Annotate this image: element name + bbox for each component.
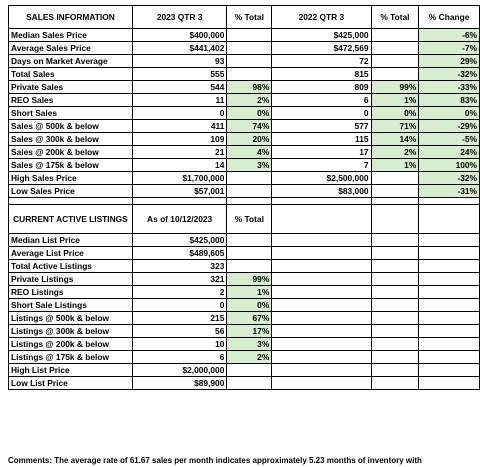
- separator-cell: [9, 198, 133, 205]
- sales-row-value: 115: [272, 133, 371, 146]
- sales-row-value: [227, 29, 272, 42]
- empty-cell: [371, 351, 419, 364]
- sales-row-value: 411: [132, 120, 226, 133]
- listings-row-value: 56: [132, 325, 226, 338]
- sales-row-value: [371, 68, 419, 81]
- sales-row-value: 11: [132, 94, 226, 107]
- sales-row-value: 0%: [371, 107, 419, 120]
- sales-row: [9, 146, 480, 159]
- listings-row: [9, 312, 480, 325]
- empty-cell: [371, 247, 419, 260]
- listings-header-cell: As of 10/12/2023: [132, 205, 226, 234]
- empty-cell: [272, 325, 371, 338]
- listings-row-value: 3%: [227, 338, 272, 351]
- sales-row: [9, 185, 480, 198]
- empty-cell: [272, 364, 371, 377]
- listings-row-value: 99%: [227, 273, 272, 286]
- listings-row: [9, 325, 480, 338]
- listings-row: [9, 299, 480, 312]
- sales-row-value: 1%: [371, 159, 419, 172]
- sales-row-value: $400,000: [132, 29, 226, 42]
- empty-cell: [272, 351, 371, 364]
- sales-row-value: [371, 29, 419, 42]
- listings-row: [9, 338, 480, 351]
- sales-row-value: -33%: [419, 81, 480, 94]
- sales-row-value: -29%: [419, 120, 480, 133]
- sales-row-value: [371, 55, 419, 68]
- empty-cell: [419, 286, 480, 299]
- sales-header-cell: 2023 QTR 3: [132, 6, 226, 29]
- sales-row-value: 0: [272, 107, 371, 120]
- sales-row-value: 2%: [371, 146, 419, 159]
- listings-row: [9, 260, 480, 273]
- sales-header-cell: 2022 QTR 3: [272, 6, 371, 29]
- sales-row-value: 29%: [419, 55, 480, 68]
- sales-row: [9, 81, 480, 94]
- empty-cell: [419, 247, 480, 260]
- sales-row-label: Sales @ 500k & below: [9, 120, 133, 133]
- listings-row-value: 323: [132, 260, 226, 273]
- sales-row-value: 1%: [371, 94, 419, 107]
- sales-row-value: 6: [272, 94, 371, 107]
- empty-cell: [272, 299, 371, 312]
- listings-row-label: Listings @ 175k & below: [9, 351, 133, 364]
- sales-row-value: 3%: [227, 159, 272, 172]
- listings-row-value: 2%: [227, 351, 272, 364]
- empty-cell: [272, 247, 371, 260]
- empty-cell: [371, 205, 419, 234]
- comments-text: Comments: The average rate of 61.67 sales per month indicates approximately 5.23 months of inventory with: [8, 456, 422, 465]
- empty-cell: [419, 205, 480, 234]
- sales-row-value: 2%: [227, 94, 272, 107]
- empty-cell: [419, 273, 480, 286]
- sales-row-value: $1,700,000: [132, 172, 226, 185]
- empty-cell: [272, 286, 371, 299]
- listings-row-value: $89,900: [132, 377, 226, 390]
- empty-cell: [419, 325, 480, 338]
- listings-row: [9, 247, 480, 260]
- sales-row: [9, 55, 480, 68]
- empty-cell: [371, 338, 419, 351]
- sales-row-value: -32%: [419, 172, 480, 185]
- sales-row-label: Days on Market Average: [9, 55, 133, 68]
- empty-cell: [371, 260, 419, 273]
- sales-row-value: 577: [272, 120, 371, 133]
- sales-row-value: $83,000: [272, 185, 371, 198]
- sales-row-value: [227, 185, 272, 198]
- listings-row-value: $2,000,000: [132, 364, 226, 377]
- empty-cell: [419, 364, 480, 377]
- listings-header-row: [9, 205, 480, 234]
- market-report-table: [8, 5, 480, 390]
- separator-cell: [272, 198, 371, 205]
- empty-cell: [419, 312, 480, 325]
- empty-cell: [419, 351, 480, 364]
- sales-row-label: Low Sales Price: [9, 185, 133, 198]
- listings-row-label: Low List Price: [9, 377, 133, 390]
- empty-cell: [371, 273, 419, 286]
- listings-row-value: [227, 364, 272, 377]
- listings-row-label: Listings @ 500k & below: [9, 312, 133, 325]
- listings-header-cell: % Total: [227, 205, 272, 234]
- empty-cell: [419, 377, 480, 390]
- sales-row-value: 98%: [227, 81, 272, 94]
- listings-row-value: 17%: [227, 325, 272, 338]
- listings-row-value: 215: [132, 312, 226, 325]
- listings-row-label: REO Listings: [9, 286, 133, 299]
- empty-cell: [272, 312, 371, 325]
- sales-row-value: 0%: [227, 107, 272, 120]
- sales-row-value: 99%: [371, 81, 419, 94]
- empty-cell: [272, 377, 371, 390]
- sales-row-value: [227, 172, 272, 185]
- separator-cell: [371, 198, 419, 205]
- sales-header-row: [9, 6, 480, 29]
- sales-row-value: 815: [272, 68, 371, 81]
- sales-row: [9, 133, 480, 146]
- sales-row-value: -7%: [419, 42, 480, 55]
- listings-row-label: Listings @ 300k & below: [9, 325, 133, 338]
- listings-row-value: $425,000: [132, 234, 226, 247]
- empty-cell: [272, 273, 371, 286]
- listings-row: [9, 234, 480, 247]
- sales-row-value: [227, 68, 272, 81]
- sales-row: [9, 120, 480, 133]
- sales-row: [9, 42, 480, 55]
- separator-cell: [132, 198, 226, 205]
- sales-row-label: REO Sales: [9, 94, 133, 107]
- listings-row-value: 6: [132, 351, 226, 364]
- sales-row-value: [371, 185, 419, 198]
- sales-header-cell: % Total: [227, 6, 272, 29]
- listings-row-value: [227, 247, 272, 260]
- sales-row-value: $425,000: [272, 29, 371, 42]
- sales-row-value: 24%: [419, 146, 480, 159]
- sales-row-value: 74%: [227, 120, 272, 133]
- listings-row-value: [227, 234, 272, 247]
- sales-header-cell: SALES INFORMATION: [9, 6, 133, 29]
- listings-row-value: 0%: [227, 299, 272, 312]
- empty-cell: [272, 205, 371, 234]
- sales-row: [9, 94, 480, 107]
- empty-cell: [272, 260, 371, 273]
- listings-row-value: 0: [132, 299, 226, 312]
- sales-header-cell: % Total: [371, 6, 419, 29]
- sales-row-label: Sales @ 200k & below: [9, 146, 133, 159]
- listings-row-label: Total Active Listings: [9, 260, 133, 273]
- listings-row-value: [227, 377, 272, 390]
- sales-row-value: 544: [132, 81, 226, 94]
- sales-row-value: 809: [272, 81, 371, 94]
- sales-row-value: $2,500,000: [272, 172, 371, 185]
- listings-row: [9, 377, 480, 390]
- sales-row-value: -5%: [419, 133, 480, 146]
- sales-row-value: -6%: [419, 29, 480, 42]
- sales-row-value: 83%: [419, 94, 480, 107]
- listings-row-label: Average List Price: [9, 247, 133, 260]
- sales-row-value: 17: [272, 146, 371, 159]
- sales-row-label: High Sales Price: [9, 172, 133, 185]
- listings-row-value: $489,605: [132, 247, 226, 260]
- sales-row-value: 100%: [419, 159, 480, 172]
- sales-row-value: [227, 42, 272, 55]
- sales-row: [9, 29, 480, 42]
- sales-row-value: $57,001: [132, 185, 226, 198]
- sales-row: [9, 107, 480, 120]
- empty-cell: [371, 312, 419, 325]
- sales-row-label: Sales @ 175k & below: [9, 159, 133, 172]
- sales-row-value: 21: [132, 146, 226, 159]
- empty-cell: [371, 286, 419, 299]
- sales-row-label: Short Sales: [9, 107, 133, 120]
- sales-row-label: Private Sales: [9, 81, 133, 94]
- empty-cell: [272, 234, 371, 247]
- separator-cell: [227, 198, 272, 205]
- sales-row: [9, 172, 480, 185]
- listings-row-value: 2: [132, 286, 226, 299]
- sales-row-value: $472,569: [272, 42, 371, 55]
- sales-row-value: 7: [272, 159, 371, 172]
- sales-row-label: Sales @ 300k & below: [9, 133, 133, 146]
- listings-row-label: Short Sale Listings: [9, 299, 133, 312]
- empty-cell: [419, 234, 480, 247]
- sales-row-value: -32%: [419, 68, 480, 81]
- listings-row-value: 1%: [227, 286, 272, 299]
- sales-row-value: 0: [132, 107, 226, 120]
- sales-row-value: 14: [132, 159, 226, 172]
- sales-row-value: 4%: [227, 146, 272, 159]
- listings-header-cell: CURRENT ACTIVE LISTINGS: [9, 205, 133, 234]
- sales-row: [9, 68, 480, 81]
- sales-row-value: 71%: [371, 120, 419, 133]
- sales-row-value: [371, 172, 419, 185]
- market-report-sheet: [8, 5, 480, 390]
- sales-row-value: $441,402: [132, 42, 226, 55]
- sales-row-value: 0%: [419, 107, 480, 120]
- listings-row: [9, 273, 480, 286]
- separator-row: [9, 198, 480, 205]
- sales-row-value: 109: [132, 133, 226, 146]
- empty-cell: [371, 299, 419, 312]
- sales-row-value: 555: [132, 68, 226, 81]
- listings-row-value: 10: [132, 338, 226, 351]
- empty-cell: [371, 325, 419, 338]
- empty-cell: [419, 299, 480, 312]
- sales-row-value: -31%: [419, 185, 480, 198]
- listings-row: [9, 286, 480, 299]
- sales-row-value: [227, 55, 272, 68]
- empty-cell: [371, 364, 419, 377]
- empty-cell: [272, 338, 371, 351]
- sales-row-value: 93: [132, 55, 226, 68]
- sales-row-label: Average Sales Price: [9, 42, 133, 55]
- listings-row-label: Median List Price: [9, 234, 133, 247]
- listings-row-label: Private Listings: [9, 273, 133, 286]
- sales-row-label: Median Sales Price: [9, 29, 133, 42]
- listings-row-label: High List Price: [9, 364, 133, 377]
- empty-cell: [419, 260, 480, 273]
- sales-row-value: 14%: [371, 133, 419, 146]
- sales-header-cell: % Change: [419, 6, 480, 29]
- listings-row-label: Listings @ 200k & below: [9, 338, 133, 351]
- listings-row-value: 321: [132, 273, 226, 286]
- listings-row-value: 67%: [227, 312, 272, 325]
- sales-row-label: Total Sales: [9, 68, 133, 81]
- empty-cell: [419, 338, 480, 351]
- listings-row: [9, 351, 480, 364]
- sales-row-value: 20%: [227, 133, 272, 146]
- sales-row-value: [371, 42, 419, 55]
- listings-row-value: [227, 260, 272, 273]
- separator-cell: [419, 198, 480, 205]
- sales-row: [9, 159, 480, 172]
- empty-cell: [371, 377, 419, 390]
- empty-cell: [371, 234, 419, 247]
- listings-row: [9, 364, 480, 377]
- sales-row-value: 72: [272, 55, 371, 68]
